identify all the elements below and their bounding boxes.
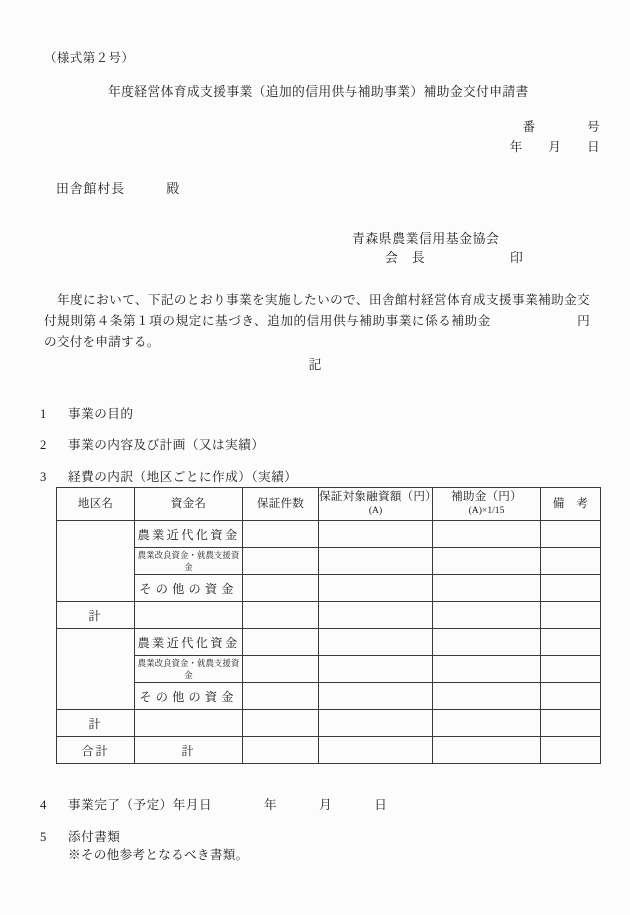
subsidy-input-cell[interactable] — [433, 521, 541, 548]
column-header-subsidy-main: 補助金（円） — [451, 490, 522, 503]
fund-label-improvement-2: 農業改良資金・就農支援資金 — [135, 656, 243, 683]
document-title: 年度経営体育成支援事業（追加的信用供与補助事業）補助金交付申請書 — [108, 85, 529, 99]
fund-label-modernization-2: 農業近代化資金 — [135, 629, 243, 656]
loan-amount-input-cell[interactable] — [319, 656, 433, 683]
table-grand-total-row — [57, 737, 601, 764]
attachments-note: ※その他参考となるべき書類。 — [68, 848, 249, 862]
section-item-2 — [40, 434, 264, 453]
section-4-number: 4 — [40, 798, 47, 812]
section-4-label: 事業完了（予定）年月日 — [68, 798, 213, 812]
table-body — [57, 521, 601, 764]
table-header — [57, 488, 601, 521]
completion-day-label: 日 — [374, 798, 388, 812]
column-header-area: 地区名 — [57, 488, 135, 521]
subsidy-input-cell[interactable] — [433, 629, 541, 656]
table-row — [57, 656, 601, 683]
fund-label-modernization-1: 農業近代化資金 — [135, 521, 243, 548]
subtotal-subsidy-cell[interactable] — [433, 710, 541, 737]
subtotal-subsidy-cell[interactable] — [433, 602, 541, 629]
table-row — [57, 629, 601, 656]
table-row — [57, 683, 601, 710]
grand-total-count-cell[interactable] — [243, 737, 319, 764]
area-input-cell-1[interactable] — [57, 521, 135, 602]
table-row — [57, 548, 601, 575]
column-header-loan-amount — [319, 488, 437, 521]
column-header-note: 備 考 — [541, 488, 601, 521]
loan-amount-input-cell[interactable] — [319, 548, 433, 575]
subtotal-note-cell[interactable] — [541, 710, 601, 737]
loan-amount-input-cell[interactable] — [319, 629, 433, 656]
subsidy-input-cell[interactable] — [433, 575, 541, 602]
loan-amount-input-cell[interactable] — [319, 521, 433, 548]
subtotal-label-2: 計 — [57, 710, 135, 737]
section-5-label: 添付書類 — [68, 830, 121, 844]
subtotal-count-cell[interactable] — [243, 710, 319, 737]
column-header-loan-amount-sub: (A) — [368, 505, 383, 516]
table-subtotal-row — [57, 602, 601, 629]
grand-total-loan-amount-cell[interactable] — [319, 737, 433, 764]
subtotal-loan-amount-cell[interactable] — [319, 602, 433, 629]
note-input-cell[interactable] — [541, 656, 601, 683]
table-subtotal-row — [57, 710, 601, 737]
column-header-subsidy-sub: (A)×1/15 — [468, 505, 505, 516]
table-row — [57, 521, 601, 548]
sender-organization: 青森県農業信用基金協会 — [352, 232, 500, 246]
loan-amount-input-cell[interactable] — [319, 575, 433, 602]
completion-year-label: 年 — [264, 798, 278, 812]
fund-label-improvement-1: 農業改良資金・就農支援資金 — [135, 548, 243, 575]
section-3-label: 経費の内訳（地区ごとに作成）（実績） — [68, 470, 298, 484]
subtotal-count-cell[interactable] — [243, 602, 319, 629]
subtotal-label-1: 計 — [57, 602, 135, 629]
section-2-label: 事業の内容及び計画（又は実績） — [68, 438, 265, 452]
note-input-cell[interactable] — [541, 548, 601, 575]
loan-amount-input-cell[interactable] — [319, 683, 433, 710]
section-item-1 — [40, 403, 133, 422]
section-5-number: 5 — [40, 830, 47, 844]
grand-total-subsidy-cell[interactable] — [433, 737, 541, 764]
section-item-5 — [40, 826, 120, 845]
column-header-subsidy — [433, 488, 541, 521]
column-header-guarantee-count: 保証件数 — [243, 488, 319, 521]
table-row — [57, 575, 601, 602]
subtotal-fund-cell[interactable] — [135, 710, 243, 737]
section-item-4 — [40, 794, 387, 813]
subtotal-loan-amount-cell[interactable] — [319, 710, 433, 737]
fund-label-other-1: その他の資金 — [135, 575, 243, 602]
grand-total-note-cell[interactable] — [541, 737, 601, 764]
area-input-cell-2[interactable] — [57, 629, 135, 710]
completion-month-label: 月 — [319, 798, 333, 812]
column-header-loan-amount-main: 保証対象融資額（円） — [319, 490, 437, 503]
reference-number-field: 番 号 — [522, 120, 600, 134]
note-input-cell[interactable] — [541, 575, 601, 602]
subtotal-fund-cell[interactable] — [135, 602, 243, 629]
section-1-label: 事業の目的 — [68, 407, 134, 421]
form-number: （様式第２号） — [44, 51, 135, 65]
note-input-cell[interactable] — [541, 629, 601, 656]
sender-role: 会 長 — [385, 251, 426, 265]
note-input-cell[interactable] — [541, 521, 601, 548]
ki-marker: 記 — [308, 358, 322, 372]
section-1-number: 1 — [40, 407, 47, 421]
table-header-row — [57, 488, 601, 521]
seal-mark: 印 — [510, 251, 523, 265]
count-input-cell[interactable] — [243, 521, 319, 548]
grand-total-label: 合計 — [57, 737, 135, 764]
count-input-cell[interactable] — [243, 548, 319, 575]
application-body-part1: 年度において、下記のとおり事業を実施したいので、田舎館村経営体育成支援事業補助金交付規則第４条第１項の規定に基づき、追加的信用供与補助事業に係る補助金 — [44, 293, 590, 328]
application-body-part2: 円の交付を申請する。 — [44, 314, 591, 349]
grand-total-fund-label: 計 — [135, 737, 243, 764]
issue-date-field: 年 月 日 — [509, 140, 600, 154]
addressee: 田舎館村長 殿 — [56, 182, 181, 196]
section-2-number: 2 — [40, 438, 47, 452]
count-input-cell[interactable] — [243, 656, 319, 683]
subtotal-note-cell[interactable] — [541, 602, 601, 629]
count-input-cell[interactable] — [243, 683, 319, 710]
subsidy-input-cell[interactable] — [433, 548, 541, 575]
count-input-cell[interactable] — [243, 629, 319, 656]
subsidy-input-cell[interactable] — [433, 683, 541, 710]
section-3-number: 3 — [40, 470, 47, 484]
section-item-3 — [40, 466, 297, 485]
count-input-cell[interactable] — [243, 575, 319, 602]
expense-breakdown-table — [56, 487, 601, 764]
fund-label-other-2: その他の資金 — [135, 683, 243, 710]
column-header-fund-name: 資金名 — [135, 488, 243, 521]
note-input-cell[interactable] — [541, 683, 601, 710]
subsidy-input-cell[interactable] — [433, 656, 541, 683]
application-body-text — [44, 290, 590, 353]
